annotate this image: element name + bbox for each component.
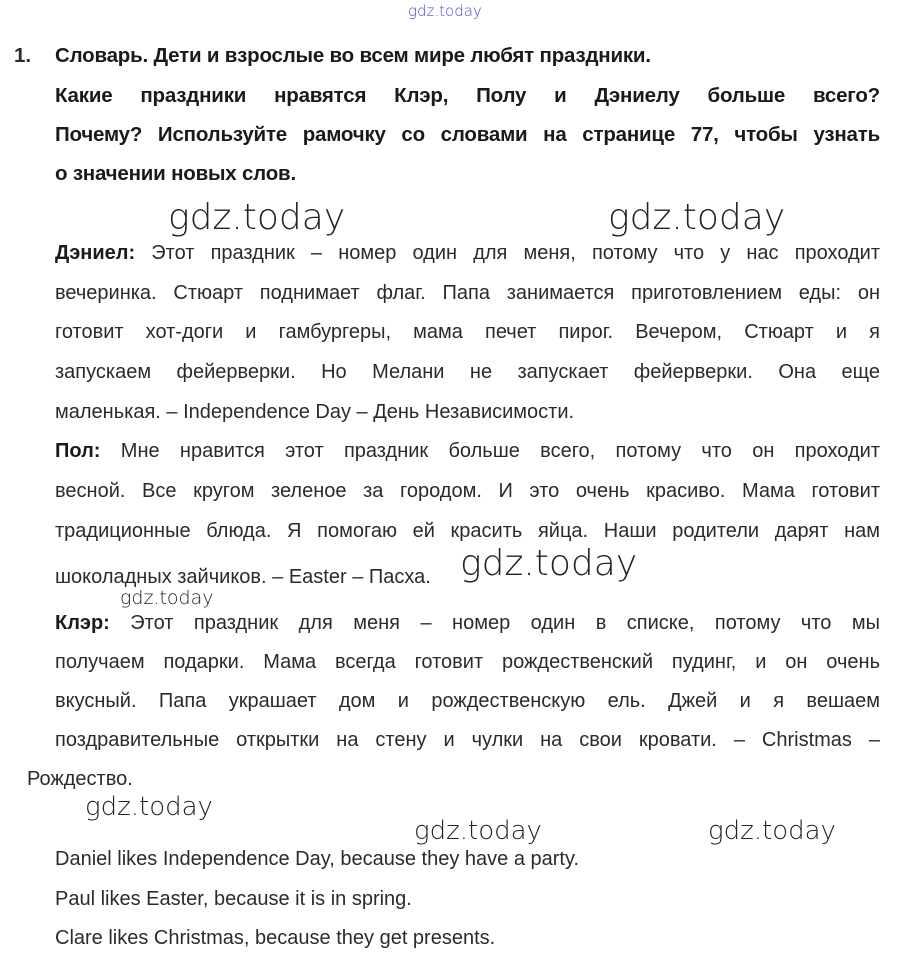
paragraph-line: весной. Все кругом зеленое за городом. И это очень красиво. Мама готовит bbox=[55, 480, 880, 502]
paragraph-line: вкусный. Папа украшает дом и рождественскую ель. Джей и я вешаем bbox=[55, 690, 880, 712]
watermark: gdz.today bbox=[414, 816, 542, 846]
speaker-label: Пол: bbox=[55, 440, 101, 462]
paragraph-line: Рождество. bbox=[27, 768, 133, 790]
speaker-label: Дэниел: bbox=[55, 242, 136, 264]
watermark: gdz.today bbox=[708, 816, 836, 846]
answer-line: Daniel likes Independence Day, because they have a party. bbox=[55, 848, 580, 870]
paragraph-line: готовит хот-доги и гамбургеры, мама печет пирог. Вечером, Стюарт и я bbox=[55, 321, 880, 343]
watermark: gdz.today bbox=[168, 197, 346, 238]
answer-line: Paul likes Easter, because it is in spring. bbox=[55, 888, 412, 910]
paragraph-line: поздравительные открытки на стену и чулки на свои кровати. – Christmas – bbox=[55, 729, 880, 751]
watermark: gdz.today bbox=[85, 792, 213, 822]
paragraph-line bbox=[55, 611, 880, 635]
paragraph-line: получаем подарки. Мама всегда готовит рождественский пудинг, и он очень bbox=[55, 651, 880, 673]
watermark: gdz.today bbox=[608, 197, 786, 238]
paragraph-line: традиционные блюда. Я помогаю ей красить яйца. Наши родители дарят нам bbox=[55, 520, 880, 542]
line-text: Этот праздник – номер один для меня, потому что у нас проходит bbox=[135, 242, 880, 264]
heading-line: Словарь. Дети и взрослые во всем мире любят праздники. bbox=[55, 44, 651, 67]
paragraph-line: шоколадных зайчиков. – Easter – Пасха. bbox=[55, 566, 431, 588]
paragraph-line bbox=[55, 241, 880, 265]
paragraph-line: запускаем фейерверки. Но Мелани не запускает фейерверки. Она еще bbox=[55, 361, 880, 383]
answer-line: Clare likes Christmas, because they get presents. bbox=[55, 927, 496, 949]
exercise-number: 1. bbox=[14, 44, 32, 67]
heading-line: о значении новых слов. bbox=[55, 162, 296, 185]
heading-line: Какие праздники нравятся Клэр, Полу и Дэниелу больше всего? bbox=[55, 84, 880, 107]
line-text: Этот праздник для меня – номер один в списке, потому что мы bbox=[109, 612, 880, 634]
heading-line: Почему? Используйте рамочку со словами на странице 77, чтобы узнать bbox=[55, 123, 880, 146]
paragraph-line: вечеринка. Стюарт поднимает флаг. Папа занимается приготовлением еды: он bbox=[55, 282, 880, 304]
line-text: Мне нравится этот праздник больше всего, потому что он проходит bbox=[100, 440, 880, 462]
watermark: gdz.today bbox=[120, 587, 214, 609]
watermark: gdz.today bbox=[460, 543, 638, 584]
speaker-label: Клэр: bbox=[55, 612, 110, 634]
paragraph-line bbox=[55, 439, 880, 463]
watermark: gdz.today bbox=[408, 2, 482, 20]
paragraph-line: маленькая. – Independence Day – День Независимости. bbox=[55, 401, 575, 423]
